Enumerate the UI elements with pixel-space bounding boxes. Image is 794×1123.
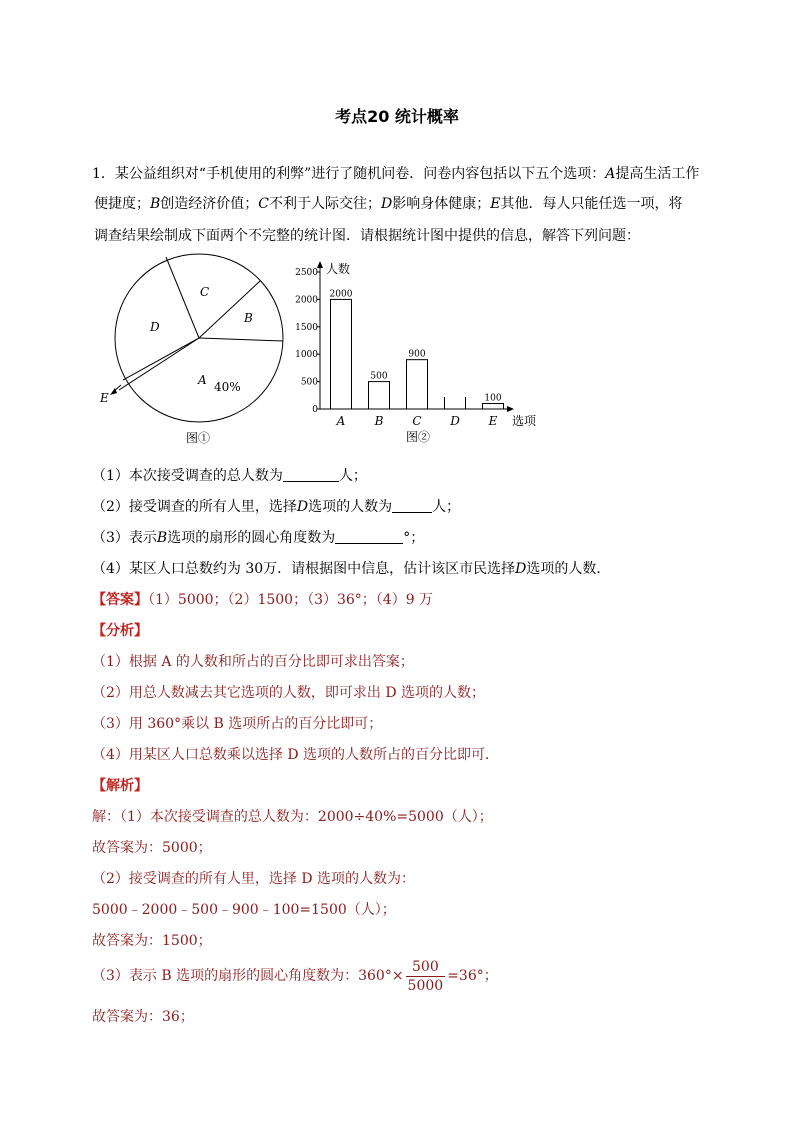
pie-chart bbox=[96, 252, 296, 447]
page-title: 考点20 统计概率 bbox=[335, 107, 459, 126]
bar-y-arrowhead bbox=[317, 261, 323, 268]
x-tick-label-C: C bbox=[412, 414, 422, 428]
bar-value-label-B: 500 bbox=[370, 371, 388, 382]
solution-line-6: （3）表示 B 选项的扇形的圆心角度数为：360°× $\frac{500}{5000}$ =36°； bbox=[92, 958, 498, 994]
y-tick-label: 0 bbox=[312, 405, 318, 415]
problem-line-1: 1．某公益组织对“手机使用的利弊”进行了随机问卷．问卷内容包括以下五个选项：A提高生活工作 bbox=[92, 166, 700, 182]
answer-blank-2[interactable] bbox=[392, 498, 432, 513]
bar-B bbox=[369, 382, 390, 409]
analysis-tag: 【分析】 bbox=[92, 623, 148, 639]
question-3: （3）表示B选项的扇形的圆心角度数为 °； bbox=[92, 530, 425, 546]
pie-label-b: B bbox=[244, 311, 253, 325]
pie-divider-c-d bbox=[166, 257, 199, 338]
x-tick-label-D: D bbox=[450, 414, 460, 428]
pie-divider-a-e bbox=[123, 338, 199, 380]
y-tick-label: 2000 bbox=[295, 295, 318, 306]
bar-value-label-E: 100 bbox=[484, 393, 502, 404]
question-4: （4）某区人口总数约为 30万．请根据图中信息，估计该区市民选择D选项的人数． bbox=[92, 561, 611, 577]
y-tick-label: 2500 bbox=[295, 268, 318, 278]
answer-line bbox=[92, 590, 433, 610]
y-tick-label: 1000 bbox=[295, 350, 318, 361]
solution-line-7: 故答案为：36； bbox=[92, 1009, 194, 1025]
problem-line-3: 调查结果绘制成下面两个不完整的统计图．请根据统计图中提供的信息，解答下列问题： bbox=[94, 228, 640, 244]
solution-line-3: （2）接受调查的所有人里，选择 D 选项的人数为： bbox=[92, 871, 416, 887]
answer-text: （1）5000；（2）1500；（3）36°；（4）9 万 bbox=[148, 592, 434, 608]
bar-caption: 图② bbox=[406, 430, 431, 444]
analysis-item-4: （4）用某区人口总数乘以选择 D 选项的人数所占的百分比即可． bbox=[92, 747, 500, 763]
pie-divider-e-d bbox=[119, 338, 199, 390]
bar-value-label-C: 900 bbox=[408, 349, 426, 360]
answer-blank-1[interactable] bbox=[283, 467, 339, 482]
solution-line-5: 故答案为：1500； bbox=[92, 933, 212, 949]
pie-label-a: A bbox=[198, 373, 207, 387]
analysis-item-2: （2）用总人数减去其它选项的人数，即可求出 D 选项的人数； bbox=[92, 685, 486, 701]
bar-x-axis-label: 选项 bbox=[512, 414, 537, 428]
bar-E bbox=[483, 404, 504, 409]
bar-chart bbox=[290, 255, 545, 450]
solution-line-4: 5000﹣2000﹣500﹣900﹣100=1500（人）； bbox=[92, 902, 396, 918]
pie-divider-b-a bbox=[199, 338, 283, 341]
pie-caption: 图① bbox=[186, 431, 211, 445]
fraction bbox=[406, 958, 446, 995]
bar-y-axis-label: 人数 bbox=[326, 262, 351, 276]
analysis-item-1: （1）根据 A 的人数和所占的百分比即可求出答案； bbox=[92, 654, 414, 670]
answer-blank-3[interactable] bbox=[335, 529, 403, 544]
bar-A bbox=[331, 299, 352, 409]
bar-value-label-A: 2000 bbox=[329, 289, 353, 300]
y-tick-label: 500 bbox=[300, 377, 318, 388]
pie-label-d: D bbox=[150, 320, 160, 334]
solution-line-1: 解：（1）本次接受调查的总人数为：2000÷40%=5000（人）； bbox=[92, 809, 493, 825]
fraction-numerator: 500 bbox=[406, 958, 446, 977]
analysis-item-3: （3）用 360°乘以 B 选项所占的百分比即可； bbox=[92, 716, 383, 732]
solution-tag: 【解析】 bbox=[92, 778, 148, 794]
x-tick-label-E: E bbox=[488, 414, 498, 428]
question-1: （1）本次接受调查的总人数为 人； bbox=[92, 468, 367, 484]
x-tick-label-A: A bbox=[336, 414, 346, 428]
solution-line-2: 故答案为：5000； bbox=[92, 840, 212, 856]
bar-C bbox=[407, 360, 428, 409]
question-2: （2）接受调查的所有人里，选择D选项的人数为 人； bbox=[92, 499, 461, 515]
x-tick-label-B: B bbox=[374, 414, 384, 428]
fraction-denominator: 5000 bbox=[407, 977, 444, 994]
bar-x-arrowhead bbox=[507, 406, 514, 412]
pie-label-a-percent: 40% bbox=[214, 380, 241, 394]
problem-line-2: 便捷度；B创造经济价值；C不利于人际交往；D影响身体健康；E其他．每人只能任选一项，将 bbox=[94, 196, 683, 212]
y-tick-label: 1500 bbox=[295, 322, 318, 333]
problem-number: 1． bbox=[92, 166, 115, 182]
pie-label-c: C bbox=[200, 285, 210, 299]
answer-tag: 【答案】 bbox=[92, 592, 148, 608]
pie-label-e: E bbox=[100, 391, 109, 405]
